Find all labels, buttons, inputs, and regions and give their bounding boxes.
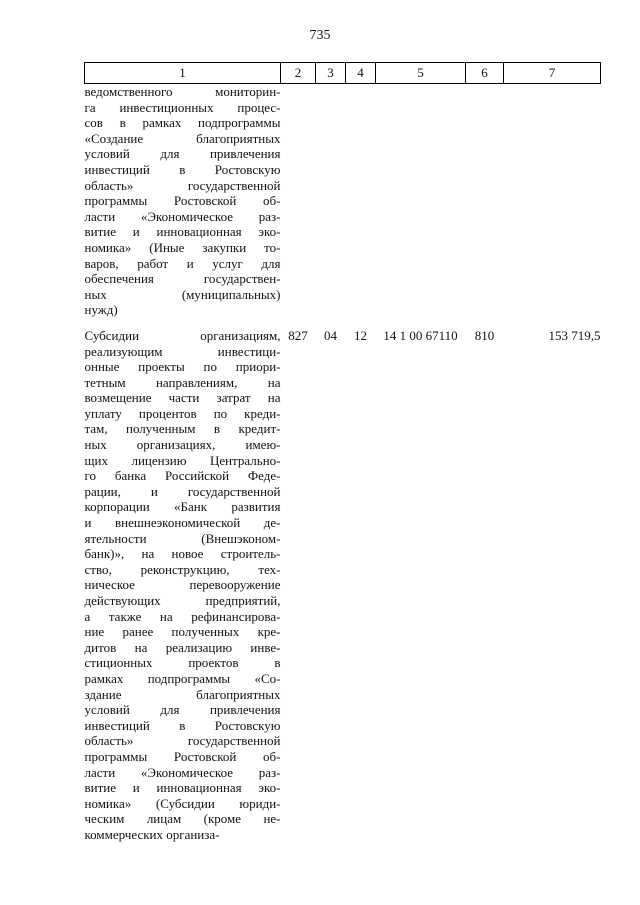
description-line: ведомственного мониторин-	[84, 84, 281, 99]
description-line: там, полученным в кредит-	[84, 421, 281, 437]
row-description	[85, 84, 281, 328]
description-line: условий для привлечения	[84, 702, 281, 718]
description-line: нужд)	[84, 302, 118, 318]
description-line: область» государственной	[84, 177, 281, 193]
description-line: уплату процентов по креди-	[84, 405, 281, 421]
description-line: ство, реконструкцию, тех-	[84, 561, 281, 577]
description-line: ласти «Экономическое раз-	[84, 764, 281, 780]
description-line: коммерческих организа-	[84, 826, 220, 842]
col-6-value	[466, 84, 504, 328]
description-line: тетным направлениям, на	[84, 374, 281, 390]
col-2-value	[281, 84, 316, 328]
header-col-6: 6	[466, 63, 504, 84]
description-line: номика» (Иные закупки то-	[84, 239, 281, 255]
col-7-value: 153 719,5	[548, 327, 601, 343]
col-4-value	[346, 84, 376, 328]
description-line: витие и инновационная эко-	[84, 224, 281, 240]
description-line: онные проекты по приори-	[84, 359, 281, 375]
description-line: Субсидии организациям,	[84, 327, 281, 343]
description-line: инвестиций в Ростовскую	[84, 161, 281, 177]
header-col-7: 7	[504, 63, 601, 84]
header-col-5: 5	[376, 63, 466, 84]
budget-table	[84, 62, 601, 843]
col-4-value: 12	[354, 327, 367, 343]
description-line: ническое перевооружение	[84, 577, 281, 593]
description-line: область» государственной	[84, 733, 281, 749]
description-line: сов в рамках подпрограммы	[84, 115, 281, 131]
description-line: га инвестиционных процес-	[84, 99, 281, 115]
description-line: го банка Российской Феде-	[84, 468, 281, 484]
description-line: и внешнеэкономической де-	[84, 515, 281, 531]
description-line: «Создание благоприятных	[84, 130, 281, 146]
description-line: корпорации «Банк развития	[84, 499, 281, 515]
description-line: условий для привлечения	[84, 146, 281, 162]
description-line: щих лицензию Центрально-	[84, 452, 281, 468]
page-number: 735	[309, 28, 331, 43]
col-3-value	[316, 84, 346, 328]
col-5-value	[376, 84, 466, 328]
description-line: рамках подпрограммы «Со-	[84, 670, 281, 686]
description-line: ние ранее полученных кре-	[84, 624, 281, 640]
description-line: а также на рефинансирова-	[84, 608, 281, 624]
description-line: реализующим инвестици-	[84, 343, 281, 359]
row-description	[85, 328, 281, 843]
header-col-4: 4	[346, 63, 376, 84]
description-line: ласти «Экономическое раз-	[84, 208, 281, 224]
table-row	[85, 328, 601, 843]
description-line: варов, работ и услуг для	[84, 255, 281, 271]
description-line: дитов на реализацию инве-	[84, 639, 281, 655]
col-3-value: 04	[324, 327, 337, 343]
header-col-1: 1	[85, 63, 281, 84]
description-line: здание благоприятных	[84, 686, 281, 702]
description-line: обеспечения государствен-	[84, 271, 281, 287]
header-col-3: 3	[316, 63, 346, 84]
col-6-value: 810	[474, 327, 495, 343]
description-line: ных организациях, имею-	[84, 437, 281, 453]
col-5-value: 14 1 00 67110	[383, 327, 458, 343]
description-line: действующих предприятий,	[84, 593, 281, 608]
col-7-value	[504, 84, 601, 328]
header-col-2: 2	[281, 63, 316, 84]
description-line: ятельности (Внешэконом-	[84, 530, 281, 546]
header-row	[85, 63, 601, 84]
description-line: программы Ростовской об-	[84, 193, 281, 209]
col-2-value: 827	[288, 327, 308, 343]
description-line: номика» (Субсидии юриди-	[84, 795, 281, 811]
description-line: рации, и государственной	[84, 483, 281, 499]
description-line: инвестиций в Ростовскую	[84, 717, 281, 733]
description-line: стиционных проектов в	[84, 655, 281, 671]
description-line: ных (муниципальных)	[84, 286, 281, 302]
description-line: ческим лицам (кроме не-	[84, 811, 281, 827]
description-line: витие и инновационная эко-	[84, 780, 281, 796]
table-row	[85, 84, 601, 328]
description-line: банк)», на новое строитель-	[84, 546, 281, 562]
description-line: возмещение части затрат на	[84, 390, 281, 406]
description-line: программы Ростовской об-	[84, 748, 281, 764]
